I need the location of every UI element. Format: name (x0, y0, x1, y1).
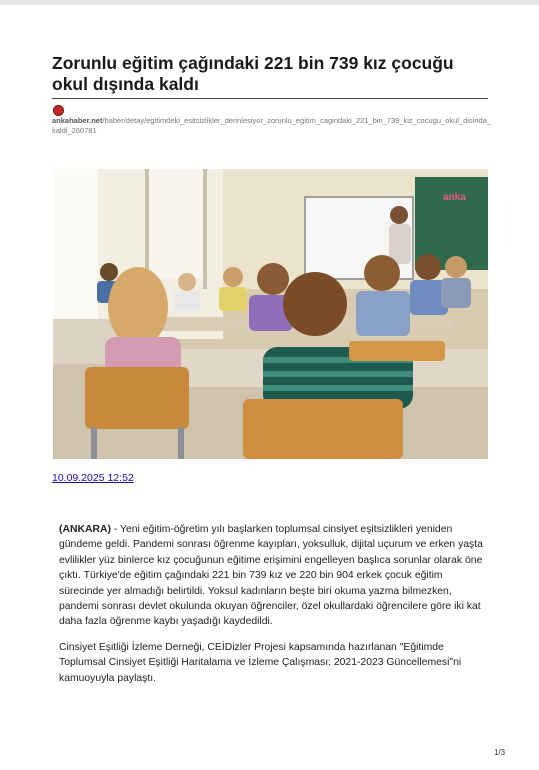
article-body (59, 522, 489, 696)
article-date-link[interactable]: 10.09.2025 12:52 (52, 472, 134, 484)
anka-watermark: anka (443, 192, 466, 203)
source-path[interactable]: /haber/detay/egitimdeki_esitsizlikler_derinlesiyor_zorunlu_egitim_cagindaki_221_bin_739_kiz_cocugu_okul_disinda_kaldi_260781 (52, 116, 492, 135)
dateline-city: (ANKARA) (59, 524, 111, 535)
article-title: Zorunlu eğitim çağındaki 221 bin 739 kız çocuğu okul dışında kaldı (52, 53, 454, 94)
top-bar (0, 0, 539, 5)
classroom-photo (53, 169, 488, 459)
page-number: 1/3 (494, 748, 506, 757)
source-logo-icon (53, 105, 64, 116)
title-divider (52, 98, 488, 99)
article-paragraph-2: Cinsiyet Eşitliği İzleme Derneği, CEİDizler Projesi kapsamında hazırlanan "Eğitimde Toplumsal Cinsiyet Eşitliği Haritalama ve İzleme Çalışması: 2021-2023 Güncellemesi"ni kamuoyuyla paylaştı. (59, 641, 462, 684)
source-url[interactable] (52, 116, 492, 136)
source-domain[interactable]: ankahaber.net (52, 116, 103, 125)
article-paragraph-1 (59, 522, 489, 630)
article-image (53, 169, 488, 459)
paragraph-1-text: - Yeni eğitim-öğretim yılı başlarken toplumsal cinsiyet eşitsizlikleri yeniden gündeme geldi. Pandemi sonrası öğrenme kayıpları, yoksulluk, dijital uçurum ve erken yaşta evlilikler yüz binlerce kız çocuğunun eğitime erişimini engelleyen başlıca sorunlar olarak öne çıktı. Türkiye'de eğitim çağındaki 221 bin 739 kız ve 220 bin 904 erkek çocuk eğitim sürecinde yer almadığı belirtildi. Yoksul kadınların beşte biri okuma yazma bilmezken, pandemi sonrası devlet okulunda okuyan öğrenciler, özel okullardaki öğrencilere göre iki kat daha fazla öğrenme kaybı yaşadığı kaydedildi. (59, 524, 483, 628)
